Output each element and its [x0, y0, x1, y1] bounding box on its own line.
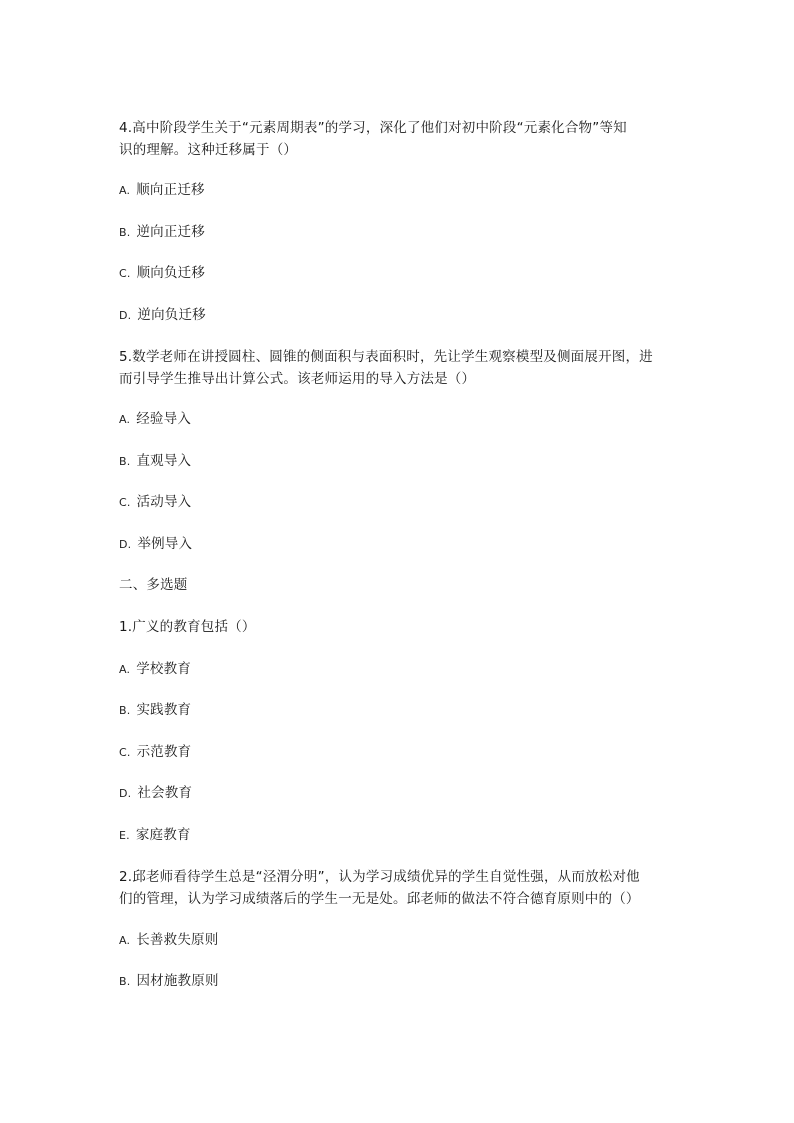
question-5-option-a: [119, 408, 679, 431]
question-4-option-b: [119, 221, 679, 244]
multi-question-1-stem: 1.广义的教育包括（）: [119, 619, 256, 635]
option-letter: B.: [119, 975, 131, 988]
option-text: 学校教育: [136, 661, 192, 677]
option-text: 家庭教育: [135, 827, 191, 843]
option-text: 实践教育: [136, 702, 192, 718]
option-letter: D.: [119, 538, 132, 551]
question-4-stem-line2: 识的理解。这种迁移属于（）: [119, 142, 298, 158]
option-letter: D.: [119, 787, 132, 800]
multi-question-1-option-c: [119, 741, 679, 764]
question-4-stem-line1: 4.高中阶段学生关于“元素周期表”的学习，深化了他们对初中阶段“元素化合物”等知: [119, 120, 627, 136]
option-text: 长善救失原则: [136, 932, 219, 948]
option-letter: A.: [119, 663, 131, 676]
question-5-option-b: [119, 450, 679, 473]
multi-question-1-option-b: [119, 699, 679, 722]
option-text: 顺向正迁移: [136, 182, 205, 198]
option-text: 因材施教原则: [136, 973, 219, 989]
option-letter: C.: [119, 267, 131, 280]
question-4-option-d: [119, 304, 679, 327]
option-text: 逆向负迁移: [137, 307, 206, 323]
question-5-stem-line2: 而引导学生推导出计算公式。该老师运用的导入方法是（）: [119, 371, 476, 387]
multi-question-2-option-a: [119, 929, 679, 952]
multi-question-2-stem-line1: 2.邱老师看待学生总是“泾渭分明”，认为学习成绩优异的学生自觉性强，从而放松对他: [119, 869, 640, 885]
question-5-option-c: [119, 491, 679, 514]
multi-question-2-stem-line2: 们的管理，认为学习成绩落后的学生一无是处。邱老师的做法不符合德育原则中的（）: [119, 891, 640, 907]
option-letter: C.: [119, 746, 131, 759]
question-4-option-c: [119, 262, 679, 285]
option-text: 顺向负迁移: [136, 265, 206, 281]
option-letter: D.: [119, 309, 132, 322]
option-text: 社会教育: [137, 785, 193, 801]
multi-question-1-option-e: [119, 824, 679, 847]
option-letter: A.: [119, 413, 131, 426]
option-letter: E.: [119, 829, 130, 842]
question-4-option-a: [119, 179, 679, 202]
multi-question-2-option-b: [119, 970, 679, 993]
option-text: 经验导入: [136, 411, 192, 427]
question-5-option-d: [119, 533, 679, 556]
question-5-stem-line1: 5.数学老师在讲授圆柱、圆锥的侧面积与表面积时，先让学生观察模型及侧面展开图，进: [119, 349, 653, 365]
option-letter: A.: [119, 934, 131, 947]
option-text: 举例导入: [137, 536, 193, 552]
option-text: 逆向正迁移: [136, 224, 205, 240]
multi-question-1-option-d: [119, 782, 679, 805]
section-title: 二、多选题: [119, 577, 188, 593]
option-text: 示范教育: [136, 744, 192, 760]
option-text: 直观导入: [136, 453, 192, 469]
option-letter: B.: [119, 455, 131, 468]
option-letter: B.: [119, 704, 131, 717]
option-letter: A.: [119, 184, 131, 197]
option-letter: B.: [119, 226, 131, 239]
option-letter: C.: [119, 496, 131, 509]
option-text: 活动导入: [136, 494, 192, 510]
multi-question-1-option-a: [119, 658, 679, 681]
